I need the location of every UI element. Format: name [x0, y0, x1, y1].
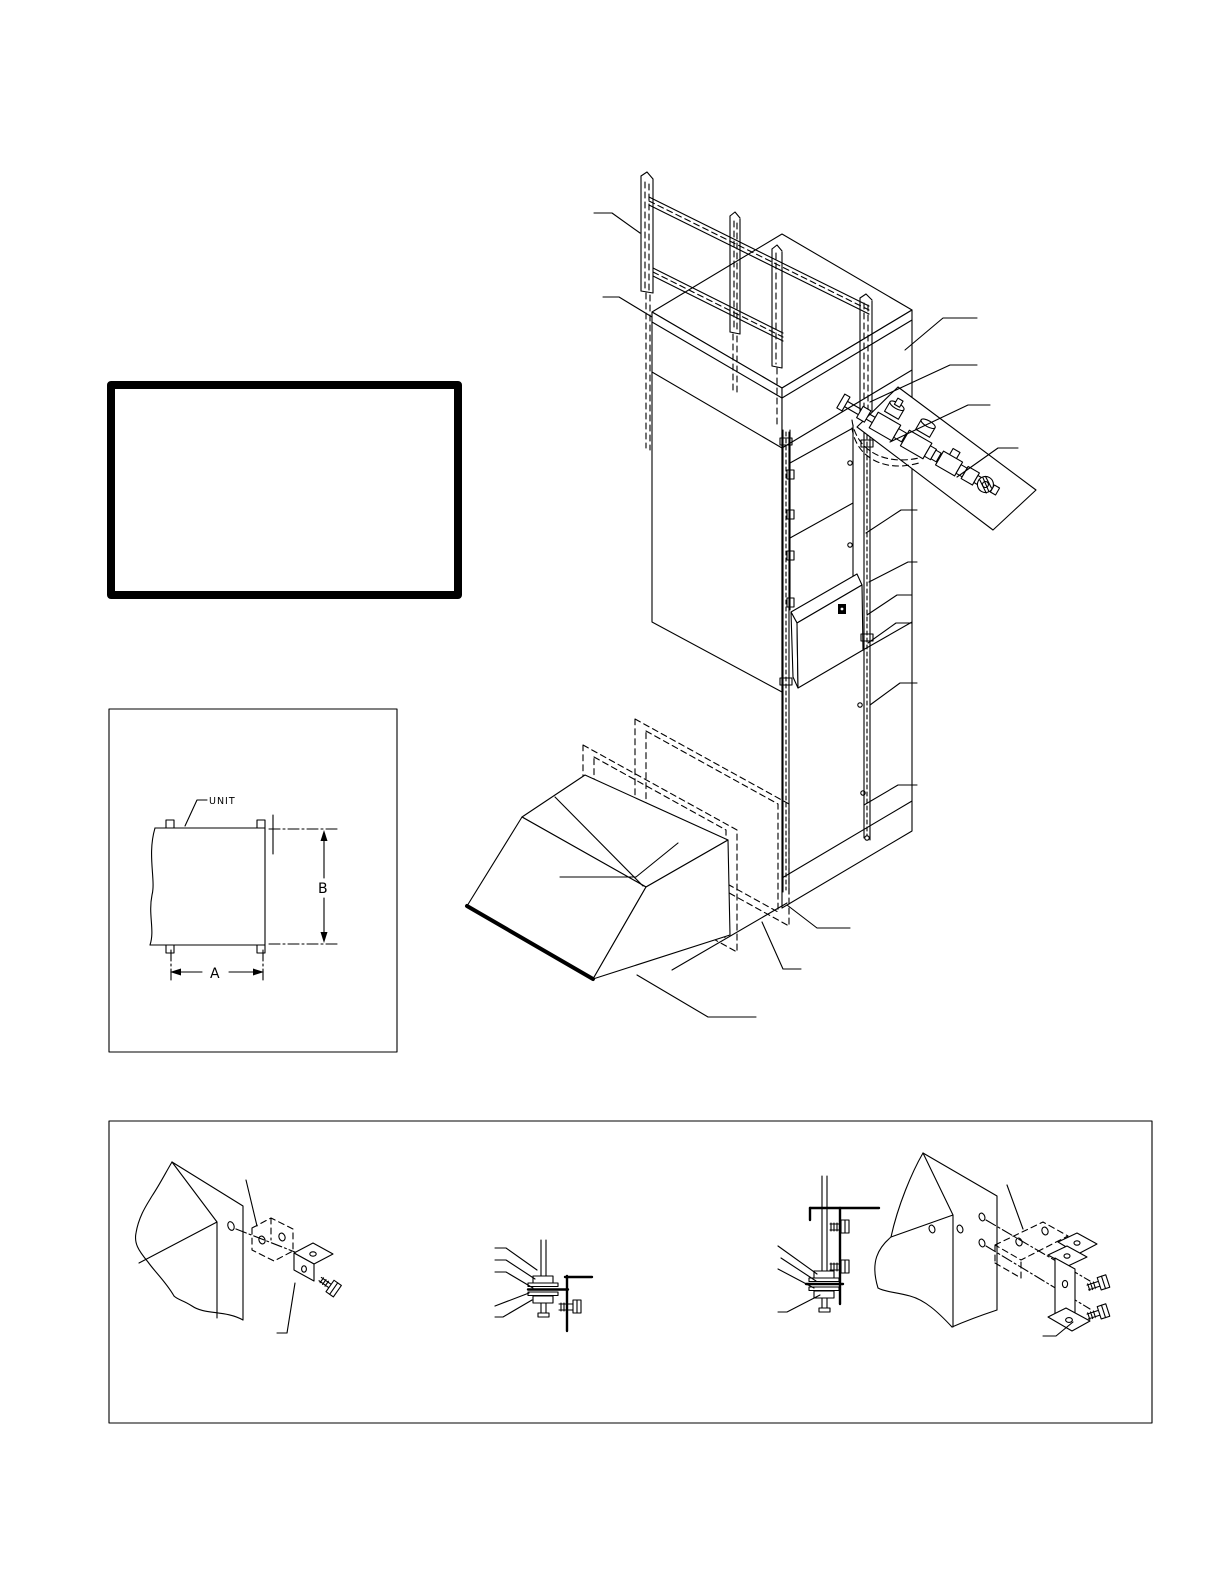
detail-rod-channel-side — [778, 1176, 879, 1312]
hanger-tab — [257, 820, 265, 828]
unit-dimension-detail-box — [109, 709, 397, 1052]
panel-border — [109, 1121, 1152, 1423]
dim-b-label: B — [318, 881, 328, 897]
main-assembly-drawing — [467, 172, 1036, 1017]
hanger-tab — [166, 820, 174, 828]
break-line — [150, 828, 155, 945]
unit-label: UNIT — [209, 796, 236, 807]
dim-a-label: A — [210, 966, 220, 982]
hex-bolt — [316, 1273, 341, 1297]
note-box — [111, 385, 458, 595]
hex-bolt — [559, 1300, 581, 1313]
hex-bolt — [1086, 1304, 1110, 1323]
detail-rod-bracket-side — [495, 1240, 592, 1331]
detail-corner-bracket-right — [875, 1153, 1110, 1336]
mounting-details-panel — [109, 1121, 1152, 1423]
hanger-tab — [166, 945, 174, 953]
hanger-tab — [257, 945, 265, 953]
hex-bolt — [1086, 1275, 1110, 1294]
dimension-a — [170, 950, 264, 982]
unit-label-callout — [185, 796, 236, 826]
unit-plan-view — [150, 815, 273, 953]
dimension-b — [269, 829, 338, 944]
detail-box-border — [109, 709, 397, 1052]
detail-corner-clip-left — [136, 1162, 342, 1333]
